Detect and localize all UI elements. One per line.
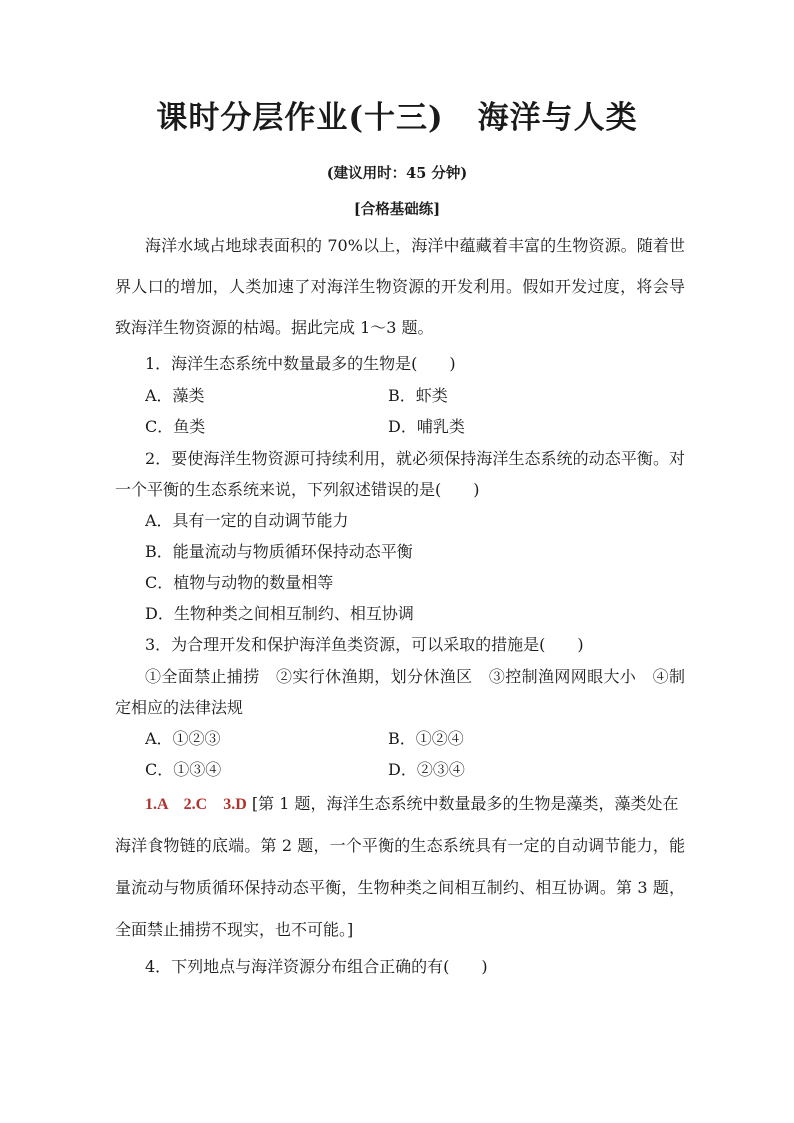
q1-option-a: A．藻类 (145, 386, 205, 405)
q2-option-b: B．能量流动与物质循环保持动态平衡 (145, 542, 413, 561)
q2-option-c: C．植物与动物的数量相等 (145, 573, 334, 592)
q2-option-a: A．具有一定的自动调节能力 (145, 511, 349, 530)
q3-measures-line-1: ①全面禁止捕捞 ②实行休渔期，划分休渔区 ③控制渔网网眼大小 ④制 (145, 667, 685, 686)
q2-stem-line-2: 一个平衡的生态系统来说，下列叙述错误的是( ) (115, 480, 480, 499)
answer-line-2: 海洋食物链的底端。第 2 题，一个平衡的生态系统具有一定的自动调节能力，能 (115, 836, 685, 855)
q3-option-b: B．①②④ (388, 729, 464, 748)
section-heading: [合格基础练] (353, 201, 441, 218)
q3-stem: 3．为合理开发和保护海洋鱼类资源，可以采取的措施是( ) (145, 635, 584, 654)
q3-measures-line-2: 定相应的法律法规 (115, 698, 244, 717)
intro-line-1: 海洋水域占地球表面积的 70%以上，海洋中蕴藏着丰富的生物资源。随着世 (145, 236, 685, 255)
q3-option-a: A．①②③ (145, 729, 221, 748)
q2-option-d: D．生物种类之间相互制约、相互协调 (145, 604, 414, 623)
suggested-time: (建议用时：45 分钟) (326, 165, 468, 182)
q1-option-c: C．鱼类 (145, 417, 206, 436)
answer-line-4: 全面禁止捕捞不现实，也不可能。] (115, 920, 354, 939)
q3-option-d: D．②③④ (388, 760, 465, 779)
title-sub: 海洋与人类 (477, 100, 638, 136)
title-main: 课时分层作业(十三) (156, 100, 444, 136)
answer-explanation-start: [第 1 题，海洋生态系统中数量最多的生物是藻类，藻类处在 (251, 794, 679, 813)
q3-option-c: C．①③④ (145, 760, 222, 779)
answer-line-3: 量流动与物质循环保持动态平衡，生物种类之间相互制约、相互协调。第 3 题， (115, 878, 685, 897)
q4-stem: 4．下列地点与海洋资源分布组合正确的有( ) (145, 957, 488, 976)
q1-option-d: D．哺乳类 (388, 417, 465, 436)
answer-line-1 (145, 792, 685, 817)
page-title (0, 96, 794, 140)
q1-option-b: B．虾类 (388, 386, 448, 405)
q2-stem-line-1: 2．要使海洋生物资源可持续利用，就必须保持海洋生态系统的动态平衡。对 (145, 449, 685, 468)
intro-line-3: 致海洋生物资源的枯竭。据此完成 1～3 题。 (115, 318, 434, 337)
answer-keys: 1.A 2.C 3.D (145, 796, 247, 813)
intro-line-2: 界人口的增加，人类加速了对海洋生物资源的开发利用。假如开发过度，将会导 (115, 277, 685, 296)
q1-stem: 1．海洋生态系统中数量最多的生物是( ) (145, 354, 456, 373)
